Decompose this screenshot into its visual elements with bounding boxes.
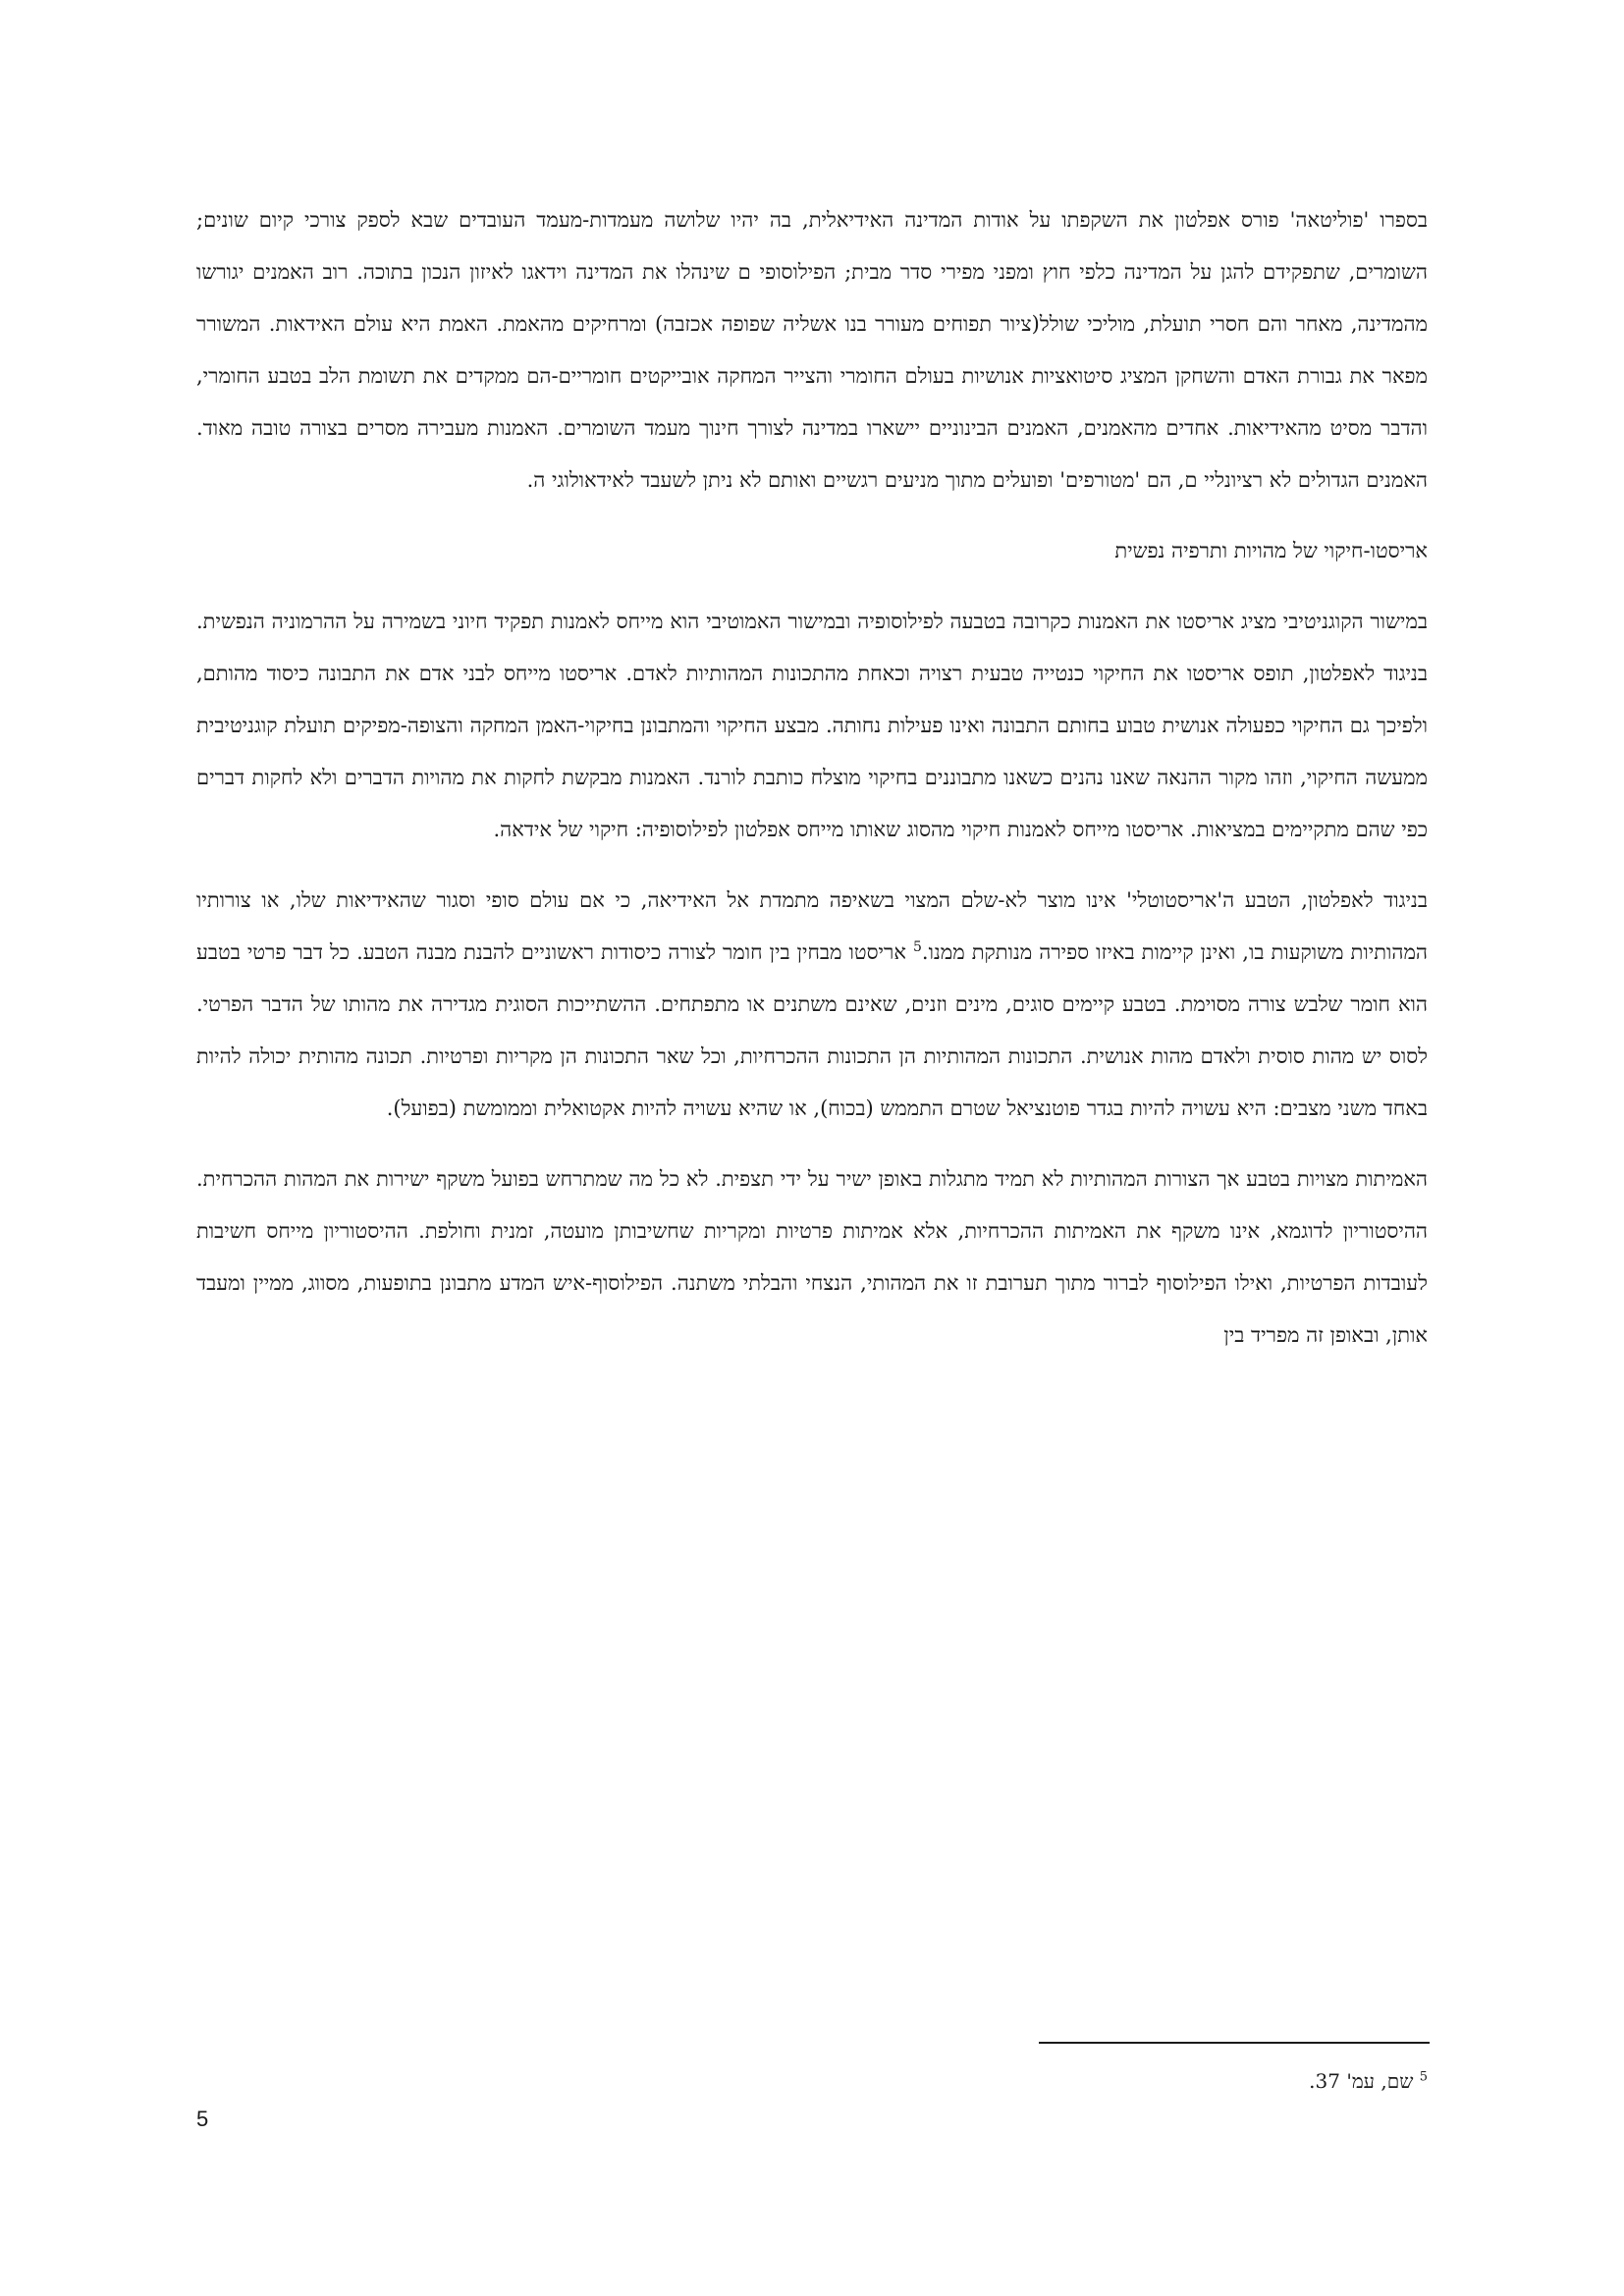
paragraph-text-continued: אריסטו מבחין בין חומר לצורה כיסודות ראשוניים להבנת מבנה הטבע. כל דבר פרטי בטבע הוא חומר שלבש צורה מסוימת. בטבע קיימים סוגים, מינים וזנים, שאינם משתנים או מתפתחים. ההשתייכות הסוגית מגדירה את מהותו של הדבר הפרטי. לסוס יש מהות סוסית ולאדם מהות אנושית. התכונות המהותיות הן התכונות ההכרחיות, וכל שאר התכונות הן מקריות ופרטיות. תכונה מהותית יכולה להיות באחד משני מצבים: היא עשויה להיות בגדר פוטנציאל שטרם התממש (בכוח), או שהיא עשויה להיות אקטואלית וממומשת (בפועל). [196, 940, 1428, 1120]
paragraph-text: בניגוד לאפלטון, הטבע ה'אריסטוטלי' אינו מוצר לא-שלם המצוי בשאיפה מתמדת אל האידיאה, כי אם עולם סופי וסגור שהאידיאות שלו, או צורותיו המהותיות משוקעות בו, ואינן קיימות באיזו ספירה מנותקת ממנו. [196, 888, 1428, 964]
paragraph-plato-ideal-state [196, 194, 1428, 507]
footnote-number: 5 [1419, 2069, 1428, 2085]
body-text [196, 194, 1428, 1362]
paragraph-aristotle-nature [196, 875, 1428, 1135]
footnote-reference[interactable]: 5 [912, 939, 922, 955]
paragraph-text: בספרו 'פוליטאה' פורס אפלטון את השקפתו על אודות המדינה האידיאלית, בה יהיו שלושה מעמדות-מעמד העובדים שבא לספק צורכי קיום שונים; השומרים, שתפקידם להגן על המדינה כלפי חוץ ומפני מפירי סדר מבית; הפילוסופי ם שינהלו את המדינה וידאגו לאיזון הנכון בתוכה. רוב האמנים יגורשו מהמדינה, מאחר והם חסרי תועלת, מוליכי שולל(ציור תפוחים מעורר בנו אשליה שפופה אכזבה) ומרחיקים מהאמת. האמת היא עולם האידאות. המשורר מפאר את גבורת האדם והשחקן המציג סיטואציות אנושיות בעולם החומרי והצייר המחקה אובייקטים חומריים-הם ממקדים את תשומת הלב בטבע החומרי, והדבר מסיט מהאידיאות. אחדים מהאמנים, האמנים הבינוניים יישארו במדינה לצורך חינוך מעמד השומרים. האמנות מעבירה מסרים בצורה טובה מאוד. האמנים הגדולים לא רציונליי ם, הם 'מטורפים' ופועלים מתוך מניעים רגשיים ואותם לא ניתן לשעבד לאידאולוגי ה. [196, 208, 1428, 492]
section-heading: אריסטו-חיקוי של מהויות ותרפיה נפשית [1114, 539, 1428, 562]
page-number: 5 [196, 2107, 209, 2131]
paragraph-truths-in-nature [196, 1153, 1428, 1362]
paragraph-text: האמיתות מצויות בטבע אך הצורות המהותיות לא תמיד מתגלות באופן ישיר על ידי תצפית. לא כל מה שמתרחש בפועל משקף ישירות את המהות ההכרחית. ההיסטוריון לדוגמא, אינו משקף את האמיתות ההכרחיות, אלא אמיתות פרטיות ומקריות שחשיבותן מועטה, זמנית וחולפת. ההיסטוריון מייחס חשיבות לעובדות הפרטיות, ואילו הפילוסוף לברור מתוך תערובת זו את המהותי, הנצחי והבלתי משתנה. הפילוסוף-איש המדע מתבונן בתופעות, מסווג, ממיין ומעבד אותן, ובאופן זה מפריד בין [196, 1167, 1428, 1347]
footnote-text: שם, עמ' 37. [1309, 2069, 1420, 2093]
paragraph-aristotle-cognitive [196, 596, 1428, 856]
footnote [196, 2061, 1428, 2101]
footnote-separator [1039, 2042, 1430, 2044]
paragraph-text: במישור הקוגניטיבי מציג אריסטו את האמנות כקרובה בטבעה לפילוסופיה ובמישור האמוטיבי הוא מייחס לאמנות תפקיד חיוני בשמירה על ההרמוניה הנפשית. בניגוד לאפלטון, תופס אריסטו את החיקוי כנטייה טבעית רצויה וכאחת מהתכונות המהותיות לאדם. אריסטו מייחס לבני אדם את התבונה כיסוד מהותם, ולפיכך גם החיקוי כפעולה אנושית טבוע בחותם התבונה ואינו פעילות נחותה. מבצע החיקוי והמתבונן בחיקוי-האמן המחקה והצופה-מפיקים תועלת קוגניטיבית ממעשה החיקוי, וזהו מקור ההנאה שאנו נהנים כשאנו מתבוננים בחיקוי מוצלח כותבת לורנד. האמנות מבקשת לחקות את מהויות הדברים ולא לחקות דברים כפי שהם מתקיימים במציאות. אריסטו מייחס לאמנות חיקוי מהסוג שאותו מייחס אפלטון לפילוסופיה: חיקוי של אידאה. [196, 610, 1428, 841]
